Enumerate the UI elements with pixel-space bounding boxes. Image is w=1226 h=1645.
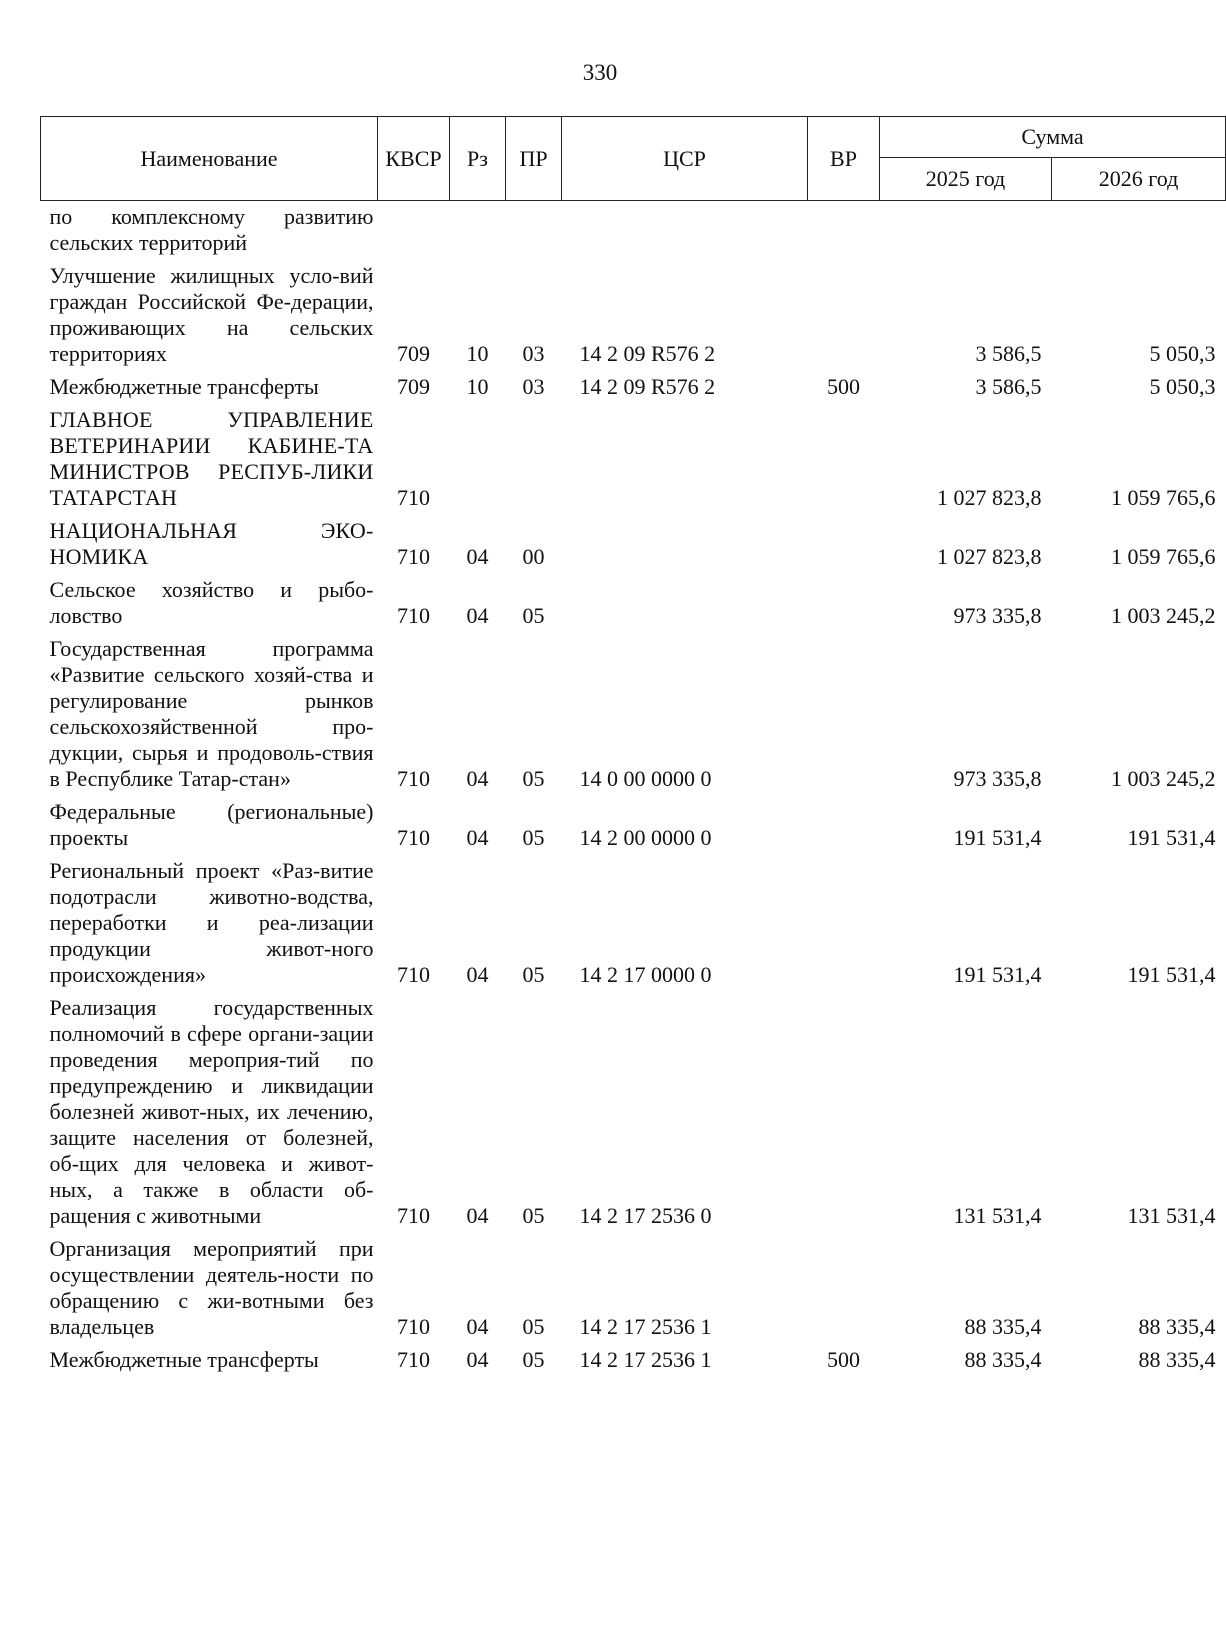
table-row [41, 858, 1226, 995]
cell-pr: 05 [522, 825, 545, 850]
cell-rz: 04 [466, 962, 489, 987]
cell-vr [808, 407, 880, 518]
cell-pr: 05 [522, 1203, 545, 1228]
cell-sum-2025: 1 027 823,8 [937, 485, 1042, 510]
header-csr: ЦСР [562, 117, 808, 201]
cell-sum-2026: 88 335,4 [1138, 1347, 1216, 1372]
cell-pr: 05 [522, 1347, 545, 1372]
header-rz: Рз [450, 117, 506, 201]
header-year-2025: 2025 год [880, 158, 1052, 201]
header-name: Наименование [41, 117, 378, 201]
cell-sum-2025: 3 586,5 [975, 341, 1042, 366]
cell-kvsr: 710 [397, 766, 430, 791]
table-row [41, 1347, 1226, 1380]
cell-name: Организация мероприятий при осуществлении деятель-ности по обращению с жи-вотными без владельцев [49, 1236, 374, 1339]
table-row [41, 799, 1226, 858]
cell-csr: 14 0 00 0000 0 [579, 766, 712, 791]
cell-sum-2026: 191 531,4 [1127, 962, 1216, 987]
table-row [41, 1236, 1226, 1347]
cell-name: НАЦИОНАЛЬНАЯ ЭКО-НОМИКА [49, 518, 374, 569]
table-row [41, 407, 1226, 518]
cell-kvsr: 709 [397, 341, 430, 366]
cell-rz [450, 407, 506, 518]
cell-pr: 03 [522, 374, 545, 399]
table-row [41, 636, 1226, 799]
cell-pr: 05 [522, 766, 545, 791]
cell-csr: 14 2 17 2536 0 [579, 1203, 712, 1228]
cell-name: Региональный проект «Раз-витие подотрасли животно-водства, переработки и реа-лизации продукции живот-ного происхождения» [49, 858, 374, 987]
cell-name: Межбюджетные трансферты [49, 1347, 319, 1372]
header-year-2026: 2026 год [1052, 158, 1226, 201]
page-number: 330 [582, 60, 618, 85]
cell-sum-2026: 1 059 765,6 [1111, 485, 1216, 510]
cell-name: по комплексному развитию сельских территорий [49, 204, 374, 255]
cell-sum-2026 [1052, 201, 1226, 264]
cell-sum-2025: 3 586,5 [975, 374, 1042, 399]
cell-csr: 14 2 17 0000 0 [579, 962, 712, 987]
cell-sum-2025: 88 335,4 [964, 1347, 1042, 1372]
header-pr: ПР [506, 117, 562, 201]
table-header [41, 117, 1226, 201]
cell-pr [506, 407, 562, 518]
cell-sum-2025: 1 027 823,8 [937, 544, 1042, 569]
cell-rz: 10 [466, 341, 489, 366]
cell-vr [808, 518, 880, 577]
cell-kvsr: 710 [397, 1347, 430, 1372]
table-row [41, 995, 1226, 1236]
cell-sum-2025: 191 531,4 [953, 962, 1042, 987]
cell-sum-2026: 1 003 245,2 [1111, 603, 1216, 628]
cell-kvsr: 709 [397, 374, 430, 399]
cell-sum-2026: 1 059 765,6 [1111, 544, 1216, 569]
cell-vr [808, 858, 880, 995]
cell-vr [808, 799, 880, 858]
cell-name: Реализация государственных полномочий в сфере органи-зации проведения мероприя-тий по предупреждению и ликвидации болезней живот-ных, их лечению, защите населения от болезней, об-щих для человека и живот-ных, а также в области об-ращения с животными [49, 995, 374, 1228]
cell-pr: 05 [522, 962, 545, 987]
cell-vr: 500 [827, 374, 860, 399]
cell-sum-2026: 5 050,3 [1149, 341, 1216, 366]
table-row [41, 518, 1226, 577]
cell-rz: 04 [466, 825, 489, 850]
cell-rz [450, 201, 506, 264]
cell-name: Улучшение жилищных усло-вий граждан Российской Фе-дерации, проживающих на сельских территориях [49, 263, 374, 366]
cell-pr: 05 [522, 603, 545, 628]
cell-sum-2025: 191 531,4 [953, 825, 1042, 850]
table-body [41, 201, 1226, 1381]
cell-vr [808, 577, 880, 636]
cell-sum-2026: 88 335,4 [1138, 1314, 1216, 1339]
header-kvsr: КВСР [378, 117, 450, 201]
cell-sum-2025: 973 335,8 [953, 603, 1042, 628]
budget-table [40, 116, 1226, 1380]
cell-csr [562, 407, 808, 518]
cell-name: Сельское хозяйство и рыбо-ловство [49, 577, 374, 628]
header-sum: Сумма [880, 117, 1226, 158]
cell-pr: 05 [522, 1314, 545, 1339]
cell-name: Государственная программа «Развитие сельского хозяй-ства и регулирование рынков сельскохозяйственной про-дукции, сырья и продоволь-ствия в Республике Татар-стан» [49, 636, 374, 791]
cell-sum-2026: 5 050,3 [1149, 374, 1216, 399]
cell-pr [506, 201, 562, 264]
cell-name: Межбюджетные трансферты [49, 374, 319, 399]
cell-name: Федеральные (региональные) проекты [49, 799, 374, 850]
cell-vr: 500 [827, 1347, 860, 1372]
cell-kvsr: 710 [397, 962, 430, 987]
table-row [41, 374, 1226, 407]
cell-rz: 04 [466, 1347, 489, 1372]
cell-kvsr: 710 [397, 1314, 430, 1339]
cell-vr [808, 201, 880, 264]
table-row [41, 201, 1226, 264]
cell-csr [562, 201, 808, 264]
cell-csr: 14 2 00 0000 0 [579, 825, 712, 850]
cell-sum-2025: 131 531,4 [953, 1203, 1042, 1228]
cell-rz: 04 [466, 544, 489, 569]
cell-rz: 04 [466, 603, 489, 628]
cell-kvsr: 710 [397, 1203, 430, 1228]
cell-rz: 04 [466, 766, 489, 791]
cell-vr [808, 636, 880, 799]
cell-csr: 14 2 17 2536 1 [579, 1314, 712, 1339]
cell-csr [562, 577, 808, 636]
cell-csr: 14 2 09 R576 2 [579, 341, 716, 366]
cell-rz: 04 [466, 1314, 489, 1339]
table-row [41, 263, 1226, 374]
cell-vr [808, 263, 880, 374]
cell-vr [808, 995, 880, 1236]
cell-kvsr: 710 [397, 825, 430, 850]
cell-kvsr: 710 [397, 485, 430, 510]
cell-pr: 00 [522, 544, 545, 569]
cell-rz: 10 [466, 374, 489, 399]
cell-sum-2025: 973 335,8 [953, 766, 1042, 791]
cell-kvsr [378, 201, 450, 264]
header-vr: ВР [808, 117, 880, 201]
cell-name: ГЛАВНОЕ УПРАВЛЕНИЕ ВЕТЕРИНАРИИ КАБИНЕ-ТА МИНИСТРОВ РЕСПУБ-ЛИКИ ТАТАРСТАН [49, 407, 374, 510]
cell-csr: 14 2 17 2536 1 [579, 1347, 712, 1372]
table-row [41, 577, 1226, 636]
cell-pr: 03 [522, 341, 545, 366]
cell-kvsr: 710 [397, 544, 430, 569]
cell-sum-2026: 131 531,4 [1127, 1203, 1216, 1228]
cell-sum-2025 [880, 201, 1052, 264]
cell-csr [562, 518, 808, 577]
cell-sum-2026: 1 003 245,2 [1111, 766, 1216, 791]
cell-sum-2025: 88 335,4 [964, 1314, 1042, 1339]
cell-vr [808, 1236, 880, 1347]
cell-kvsr: 710 [397, 603, 430, 628]
cell-rz: 04 [466, 1203, 489, 1228]
cell-csr: 14 2 09 R576 2 [579, 374, 716, 399]
cell-sum-2026: 191 531,4 [1127, 825, 1216, 850]
